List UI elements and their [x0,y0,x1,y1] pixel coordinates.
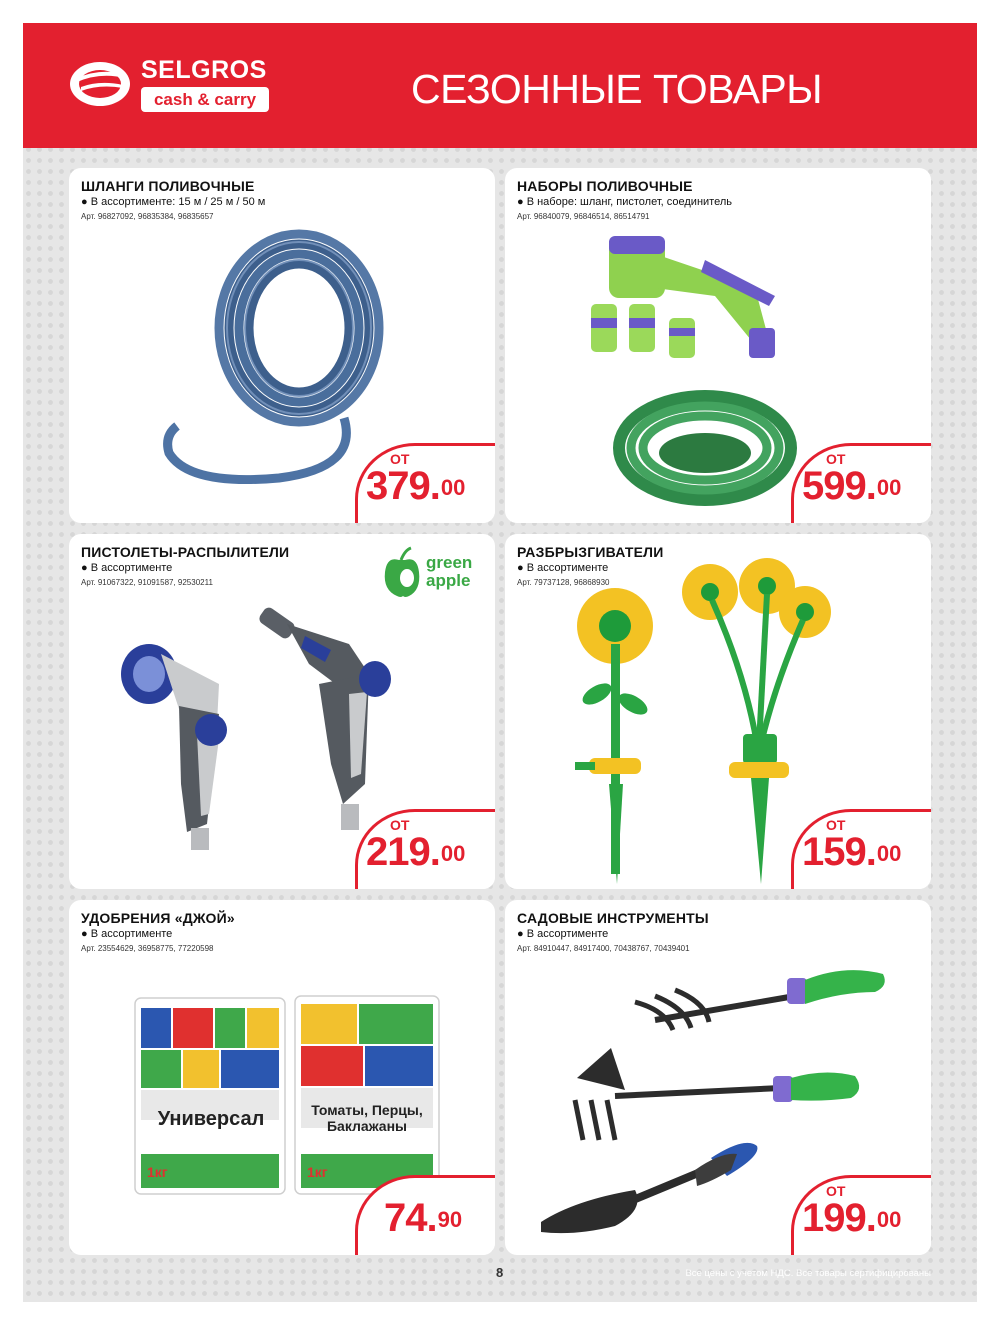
bag1-label: Универсал [157,1108,265,1130]
product-card-sprinklers[interactable] [505,534,931,889]
price-value [384,1196,462,1240]
product-article-numbers: Арт. 96840079, 96846514, 86514791 [517,212,650,221]
product-name: РАЗБРЫЗГИВАТЕЛИ [517,544,664,560]
price-cents: 90 [437,1207,463,1232]
price-whole: 599. [802,464,876,508]
price-whole: 159. [802,830,876,874]
price-tag [791,809,931,889]
brand-name: SELGROS [141,56,267,84]
product-description: ● В ассортименте: 15 м / 25 м / 50 м [81,196,266,208]
product-card-watering-sets[interactable] [505,168,931,523]
price-tag [355,443,495,523]
price-from-label: ОТ [390,451,410,467]
product-description: ● В наборе: шланг, пистолет, соединитель [517,196,732,208]
product-name: УДОБРЕНИЯ «ДЖОЙ» [81,910,235,926]
product-card-hoses[interactable] [69,168,495,523]
page-title: СЕЗОННЫЕ ТОВАРЫ [411,66,823,112]
price-whole: 199. [802,1196,876,1240]
price-value [802,830,901,874]
product-card-fertilizers[interactable] [69,900,495,1255]
price-whole: 219. [366,830,440,874]
catalog-page [23,23,977,1302]
product-name: НАБОРЫ ПОЛИВОЧНЫЕ [517,178,693,194]
price-tag [355,809,495,889]
page-header [23,23,977,148]
price-whole: 379. [366,464,440,508]
product-article-numbers: Арт. 23554629, 36958775, 77220598 [81,944,214,953]
price-cents: 00 [876,475,902,500]
bag2-label-line2: Баклажаны [326,1118,407,1134]
product-description: ● В ассортименте [517,928,609,940]
price-value [802,1196,901,1240]
price-from-label: ОТ [826,1183,846,1199]
badge-apple-text: apple [426,571,471,590]
product-card-spray-guns[interactable] [69,534,495,889]
price-value [366,830,465,874]
brand-tagline: cash & carry [141,87,269,112]
price-cents: 00 [440,475,466,500]
price-cents: 00 [876,1207,902,1232]
selgros-logo-icon [69,60,131,108]
product-name: ШЛАНГИ ПОЛИВОЧНЫЕ [81,178,255,194]
bag1-weight: 1кг [147,1164,168,1180]
bag2-weight: 1кг [307,1164,328,1180]
product-name: ПИСТОЛЕТЫ-РАСПЫЛИТЕЛИ [81,544,290,560]
bag2-label-line1: Томаты, Перцы, [311,1102,423,1118]
product-name: САДОВЫЕ ИНСТРУМЕНТЫ [517,910,709,926]
product-article-numbers: Арт. 96827092, 96835384, 96835657 [81,212,214,221]
badge-green-text: green [426,553,473,572]
product-card-garden-tools[interactable] [505,900,931,1255]
price-cents: 00 [440,841,466,866]
price-whole: 74. [384,1196,437,1240]
product-article-numbers: Арт. 91067322, 91091587, 92530211 [81,578,213,587]
product-description: ● В ассортименте [517,562,609,574]
footer-note: Все цены с учетом НДС. Все товары сертифицированы [685,1268,931,1279]
product-article-numbers: Арт. 84910447, 84917400, 70438767, 70439401 [517,944,690,953]
price-tag [791,443,931,523]
price-value [802,464,901,508]
price-cents: 00 [876,841,902,866]
price-from-label: ОТ [390,817,410,833]
price-tag [355,1175,495,1255]
price-value [366,464,465,508]
price-from-label: ОТ [826,817,846,833]
product-description: ● В ассортименте [81,928,173,940]
selgros-logo[interactable] [69,56,279,116]
product-article-numbers: Арт. 79737128, 96868930 [517,578,610,587]
price-tag [791,1175,931,1255]
product-description: ● В ассортименте [81,562,173,574]
price-from-label: ОТ [826,451,846,467]
page-number: 8 [496,1265,504,1280]
